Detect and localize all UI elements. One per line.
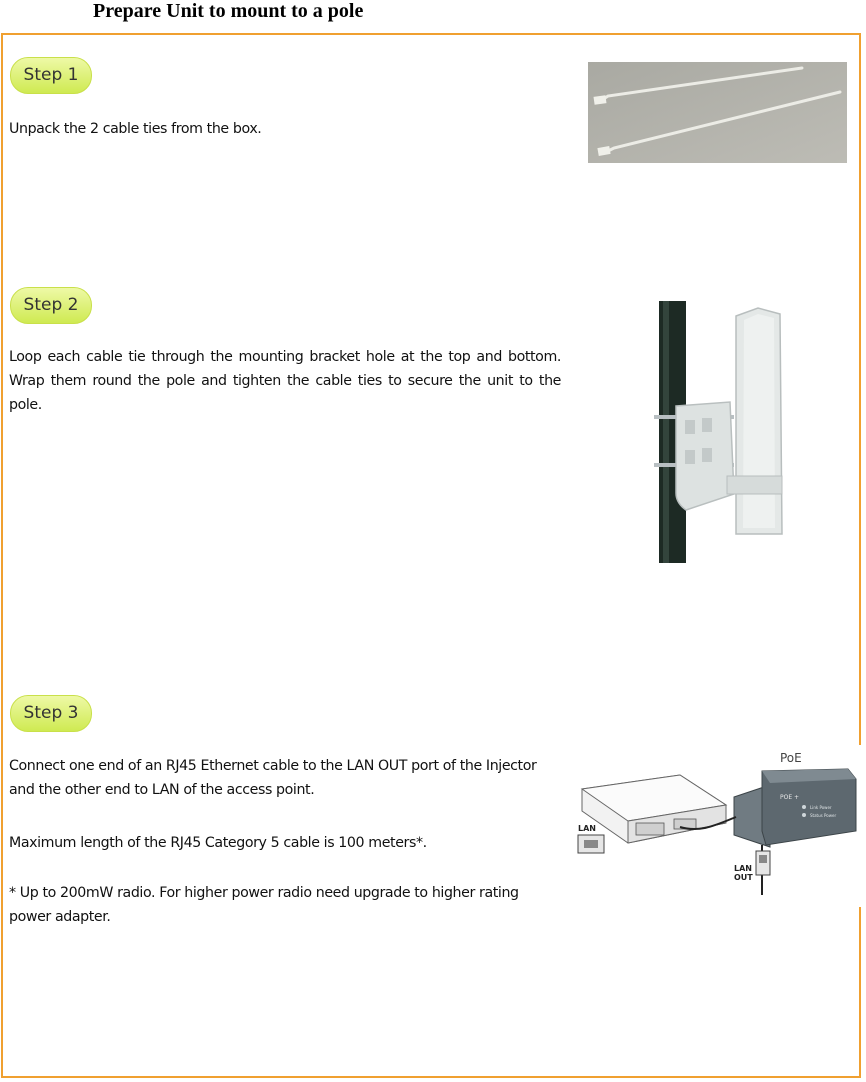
- svg-text:POE +: POE +: [780, 794, 800, 801]
- pole-mount-photo: [630, 298, 800, 564]
- page-title: Prepare Unit to mount to a pole: [93, 0, 364, 22]
- lan-label: LAN: [578, 824, 596, 833]
- step-3-badge: Step 3: [10, 695, 92, 732]
- poe-connection-diagram: [576, 745, 861, 907]
- lan-out-label: LAN OUT: [734, 864, 753, 882]
- poe-label: PoE: [780, 751, 802, 765]
- step-2-badge: Step 2: [10, 287, 92, 324]
- step-3-text: Connect one end of an RJ45 Ethernet cable to the LAN OUT port of the Injector and the other end to LAN of the access point.: [9, 758, 537, 798]
- step-2-text: Loop each cable tie through the mounting bracket hole at the top and bottom. Wrap them round the pole and tighten the cable ties to secure the unit to the pole.: [9, 349, 561, 413]
- step-1-text: Unpack the 2 cable ties from the box.: [9, 121, 262, 137]
- step-1-badge: Step 1: [10, 57, 92, 94]
- svg-text:Link Power: Link Power: [810, 805, 832, 810]
- step-3-note: Maximum length of the RJ45 Category 5 cable is 100 meters*.: [9, 835, 427, 851]
- cable-ties-photo: [588, 62, 847, 163]
- step-3-footnote: * Up to 200mW radio. For higher power radio need upgrade to higher rating power adapter.: [9, 885, 519, 925]
- svg-text:Status Power: Status Power: [810, 813, 837, 818]
